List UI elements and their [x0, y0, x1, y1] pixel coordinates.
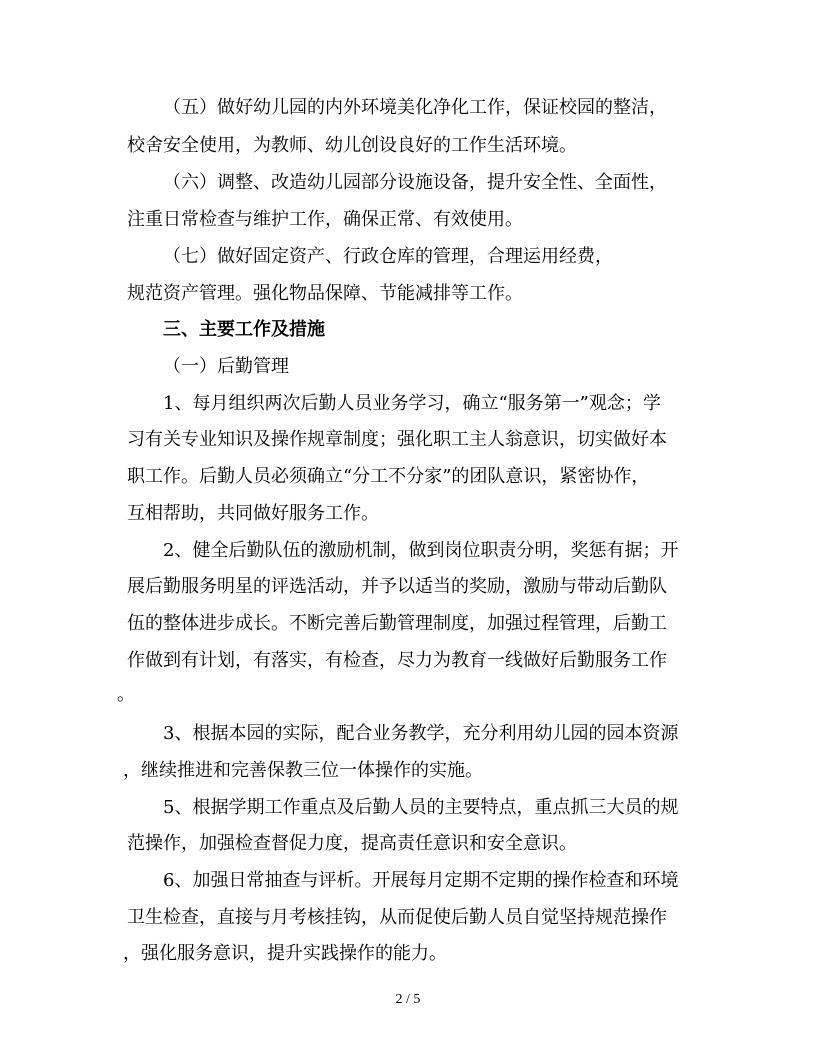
page-number: 2 / 5 — [395, 992, 421, 1007]
paragraph-line: （七）做好固定资产、行政仓库的管理，合理运用经费， — [163, 246, 613, 267]
section-heading: 三、主要工作及措施 — [163, 319, 325, 340]
paragraph-line: 5、根据学期工作重点及后勤人员的主要特点，重点抓三大员的规 — [163, 797, 679, 818]
paragraph-line: 习有关专业知识及操作规章制度；强化职工主人翁意识，切实做好本 — [127, 429, 667, 450]
paragraph-line: 规范资产管理。强化物品保障、节能减排等工作。 — [127, 283, 523, 304]
paragraph-line: （五）做好幼儿园的内外环境美化净化工作，保证校园的整洁， — [163, 97, 667, 118]
paragraph-line: 伍的整体进步成长。不断完善后勤管理制度，加强过程管理，后勤工 — [127, 613, 667, 634]
paragraph-line: 作做到有计划，有落实，有检查，尽力为教育一线做好后勤服务工作 — [127, 650, 667, 671]
paragraph-line: 6、加强日常抽查与评析。开展每月定期不定期的操作检查和环境 — [163, 870, 679, 891]
paragraph-line: 范操作，加强检查督促力度，提高责任意识和安全意识。 — [127, 833, 577, 854]
paragraph-line: 职工作。后勤人员必须确立“分工不分家”的团队意识，紧密协作， — [127, 466, 650, 487]
paragraph-line: （六）调整、改造幼儿园部分设施设备，提升安全性、全面性， — [163, 172, 667, 193]
paragraph-line: 卫生检查，直接与月考核挂钩，从而促使后勤人员自觉坚持规范操作 — [127, 907, 667, 928]
paragraph-line: ，强化服务意识，提升实践操作的能力。 — [123, 943, 447, 964]
paragraph-line: 。 — [117, 684, 135, 705]
paragraph-line: 注重日常检查与维护工作，确保正常、有效使用。 — [127, 209, 523, 230]
paragraph-line: 2、健全后勤队伍的激励机制，做到岗位职责分明，奖惩有据；开 — [163, 540, 679, 561]
paragraph-line: 互相帮助，共同做好服务工作。 — [127, 503, 379, 524]
paragraph-line: ，继续推进和完善保教三位一体操作的实施。 — [123, 760, 483, 781]
paragraph-line: 1、每月组织两次后勤人员业务学习，确立“服务第一”观念；学 — [163, 393, 661, 414]
paragraph-line: 展后勤服务明星的评选活动，并予以适当的奖励，激励与带动后勤队 — [127, 576, 667, 597]
subsection-heading: （一）后勤管理 — [163, 356, 289, 377]
paragraph-line: 校舍安全使用，为教师、幼儿创设良好的工作生活环境。 — [127, 135, 577, 156]
paragraph-line: 3、根据本园的实际，配合业务教学，充分利用幼儿园的园本资源 — [163, 723, 679, 744]
